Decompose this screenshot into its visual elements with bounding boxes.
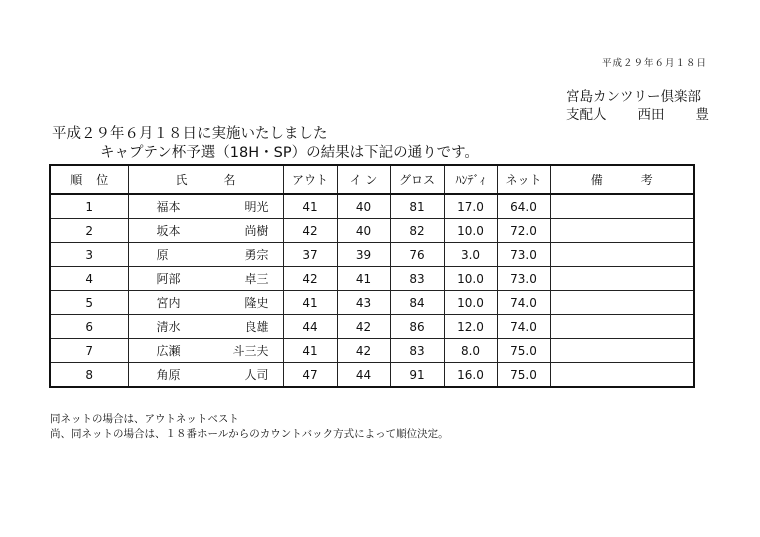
- gross-score-cell: 82: [390, 219, 444, 243]
- gross-score-cell: 91: [390, 363, 444, 388]
- handicap-cell: 3.0: [444, 243, 497, 267]
- notes-cell: [550, 363, 694, 388]
- net-score-cell: 75.0: [497, 363, 550, 388]
- out-score-cell: 47: [283, 363, 337, 388]
- net-score-cell: 74.0: [497, 315, 550, 339]
- handicap-cell: 16.0: [444, 363, 497, 388]
- gross-score-cell: 86: [390, 315, 444, 339]
- rank-cell: 6: [50, 315, 128, 339]
- handicap-cell: 10.0: [444, 219, 497, 243]
- player-given-name: 勇宗: [244, 248, 269, 262]
- net-score-cell: 73.0: [497, 267, 550, 291]
- header-out: アウト: [283, 165, 337, 194]
- heading-line-1: 平成２９年６月１８日に実施いたしました: [52, 126, 328, 142]
- table-row: [50, 363, 694, 388]
- rank-cell: 2: [50, 219, 128, 243]
- handicap-cell: 10.0: [444, 291, 497, 315]
- player-surname: 角原: [156, 368, 181, 382]
- footnote-2: 尚、同ネットの場合は、１８番ホールからのカウントバック方式によって順位決定。: [50, 428, 449, 440]
- footnote-1: 同ネットの場合は、アウトネットベスト: [50, 413, 239, 425]
- header-name-char-1: 氏: [175, 173, 188, 187]
- player-given-name: 卓三: [244, 272, 269, 286]
- in-score-cell: 40: [337, 219, 390, 243]
- header-notes: [550, 165, 694, 194]
- player-surname: 坂本: [156, 224, 181, 238]
- rank-cell: 1: [50, 194, 128, 219]
- manager-surname: 西田: [637, 107, 665, 123]
- net-score-cell: 73.0: [497, 243, 550, 267]
- out-score-cell: 42: [283, 219, 337, 243]
- header-handicap: ﾊﾝﾃﾞｨ: [444, 165, 497, 194]
- handicap-cell: 10.0: [444, 267, 497, 291]
- notes-cell: [550, 243, 694, 267]
- handicap-cell: 12.0: [444, 315, 497, 339]
- club-block: [566, 88, 709, 124]
- in-score-cell: 44: [337, 363, 390, 388]
- player-name-cell: [128, 363, 283, 388]
- handicap-cell: 8.0: [444, 339, 497, 363]
- player-name-cell: [128, 315, 283, 339]
- notes-cell: [550, 219, 694, 243]
- manager-given-name: 豊: [695, 107, 709, 123]
- gross-score-cell: 84: [390, 291, 444, 315]
- table-row: [50, 339, 694, 363]
- table-row: [50, 194, 694, 219]
- header-row: [50, 165, 694, 194]
- player-given-name: 斗三夫: [232, 344, 269, 358]
- gross-score-cell: 83: [390, 267, 444, 291]
- rank-cell: 3: [50, 243, 128, 267]
- header-name: [128, 165, 283, 194]
- results-body: [50, 194, 694, 387]
- in-score-cell: 42: [337, 315, 390, 339]
- player-given-name: 尚樹: [244, 224, 269, 238]
- notes-cell: [550, 291, 694, 315]
- table-row: [50, 243, 694, 267]
- table-row: [50, 267, 694, 291]
- player-surname: 宮内: [156, 296, 181, 310]
- in-score-cell: 40: [337, 194, 390, 219]
- header-net: ネット: [497, 165, 550, 194]
- header-gross: グロス: [390, 165, 444, 194]
- player-surname: 福本: [156, 200, 181, 214]
- rank-cell: 7: [50, 339, 128, 363]
- heading-line-2: キャプテン杯予選（18H・SP）の結果は下記の通りです。: [100, 145, 479, 161]
- header-notes-char-2: 考: [640, 173, 653, 187]
- handicap-cell: 17.0: [444, 194, 497, 219]
- footnotes: [50, 412, 449, 442]
- net-score-cell: 75.0: [497, 339, 550, 363]
- out-score-cell: 44: [283, 315, 337, 339]
- player-name-cell: [128, 219, 283, 243]
- manager-line: [566, 106, 709, 124]
- net-score-cell: 72.0: [497, 219, 550, 243]
- in-score-cell: 39: [337, 243, 390, 267]
- header-rank-char-1: 順: [70, 173, 83, 187]
- player-given-name: 隆史: [244, 296, 269, 310]
- player-name-cell: [128, 339, 283, 363]
- player-name-cell: [128, 243, 283, 267]
- notes-cell: [550, 267, 694, 291]
- player-surname: 阿部: [156, 272, 181, 286]
- rank-cell: 5: [50, 291, 128, 315]
- player-surname: 清水: [156, 320, 181, 334]
- notes-cell: [550, 194, 694, 219]
- gross-score-cell: 83: [390, 339, 444, 363]
- out-score-cell: 41: [283, 339, 337, 363]
- header-rank-char-2: 位: [96, 173, 109, 187]
- player-given-name: 人司: [244, 368, 269, 382]
- player-surname: 広瀬: [156, 344, 181, 358]
- header-in: イ ン: [337, 165, 390, 194]
- header-name-char-2: 名: [223, 173, 236, 187]
- document-date: 平成２９年６月１８日: [601, 58, 707, 69]
- notes-cell: [550, 339, 694, 363]
- in-score-cell: 42: [337, 339, 390, 363]
- notes-cell: [550, 315, 694, 339]
- manager-title: 支配人: [566, 107, 607, 123]
- player-given-name: 明光: [244, 200, 269, 214]
- out-score-cell: 41: [283, 194, 337, 219]
- table-row: [50, 291, 694, 315]
- player-name-cell: [128, 194, 283, 219]
- net-score-cell: 64.0: [497, 194, 550, 219]
- in-score-cell: 43: [337, 291, 390, 315]
- player-given-name: 良雄: [244, 320, 269, 334]
- in-score-cell: 41: [337, 267, 390, 291]
- gross-score-cell: 76: [390, 243, 444, 267]
- out-score-cell: 41: [283, 291, 337, 315]
- header-notes-char-1: 備: [590, 173, 603, 187]
- out-score-cell: 37: [283, 243, 337, 267]
- gross-score-cell: 81: [390, 194, 444, 219]
- table-row: [50, 219, 694, 243]
- out-score-cell: 42: [283, 267, 337, 291]
- table-row: [50, 315, 694, 339]
- header-rank: [50, 165, 128, 194]
- rank-cell: 4: [50, 267, 128, 291]
- player-name-cell: [128, 291, 283, 315]
- net-score-cell: 74.0: [497, 291, 550, 315]
- club-name: 宮島カンツリー倶楽部: [566, 89, 701, 105]
- player-name-cell: [128, 267, 283, 291]
- rank-cell: 8: [50, 363, 128, 388]
- results-table: [49, 164, 695, 388]
- player-surname: 原: [156, 248, 169, 262]
